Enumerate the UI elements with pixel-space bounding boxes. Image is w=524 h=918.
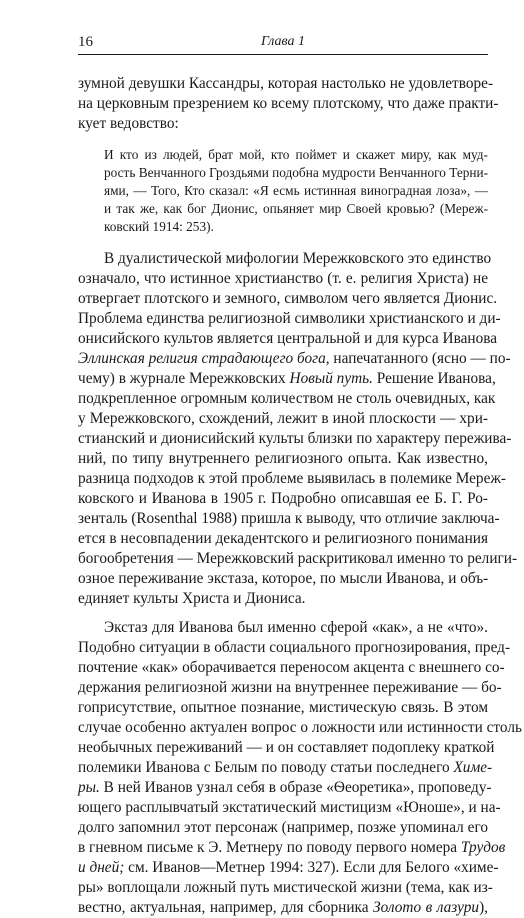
text-line: Экстаз для Иванова был именно сферой «как», а не «что». [104, 619, 488, 636]
text-line: в гневном письме к Э. Метнеру по поводу первого номера Трудов [78, 839, 506, 856]
quote-line: и так же, как бог Дионис, опьяняет мир Своей кровью? (Мереж- [104, 201, 488, 216]
text-line: озное переживание экстаза, которое, по мысли Иванова, и объ- [78, 570, 489, 587]
quote-line: И кто из людей, брат мой, кто поймет и скажет миру, как муд- [104, 147, 488, 162]
text-line: означало, что истинное христианство (т. е. религия Христа) не [78, 270, 488, 287]
page-header [78, 30, 488, 55]
text-line: подкрепленное огромным количеством не столь очевидных, как [78, 390, 496, 407]
text-line: отвергает плотского и земного, символом чего является Дионис. [78, 290, 498, 307]
body-text [78, 74, 522, 918]
paragraph-gap [78, 609, 488, 618]
running-title: Глава 1 [261, 34, 305, 49]
text-line: ры» воплощали ложный путь мистической жизни (тема, как из- [78, 879, 493, 896]
text-line: держания религиозной жизни на внутреннее переживание — бо- [78, 679, 502, 696]
text-line: ры. В ней Иванов узнал себя в образе «Ѳеоретика», проповеду- [78, 779, 492, 796]
text-line: чему) в журнале Мережковских Новый путь. Решение Иванова, [78, 370, 496, 387]
quote-line: ями, — Того, Кто сказал: «Я есмь истинная виноградная лоза», — [104, 183, 488, 198]
text-line: у Мережковского, схождений, лежит в иной плоскости — хри- [78, 410, 488, 427]
text-line: зенталь (Rosenthal 1988) пришла к выводу, что отличие заключа- [78, 510, 500, 527]
text-line: ется в несовпадении декадентского и религиозного понимания [78, 530, 488, 547]
text-line: долго запомнил этот персонаж (например, позже упоминал его [78, 819, 488, 836]
page-number: 16 [78, 34, 93, 50]
text-line: на церковным презрением ко всему плотскому, что даже практи- [78, 95, 499, 112]
block-quote [104, 146, 488, 236]
text-line: ковского и Иванова в 1905 г. Подробно описавшая ее Б. Г. Ро- [78, 490, 488, 507]
text-line: Подобно ситуации в области социального прогнозирования, пред- [78, 639, 511, 656]
text-line: онисийского культов является центральной и для курса Иванова [78, 330, 498, 347]
text-line: разница подходов к этой проблеме выявилась в полемике Мереж- [78, 470, 507, 487]
text-line: В дуалистической мифологии Мережковского это единство [104, 250, 492, 267]
text-line: богообретения — Мережковский раскритиковал именно то религи- [78, 550, 518, 567]
text-line: единяет культы Христа и Диониса. [78, 590, 306, 607]
text-line: и дней; см. Иванов—Метнер 1994: 327). Если для Белого «химе- [78, 859, 499, 876]
quote-line: рость Венчанного Гроздьями подобна мудрости Венчанного Терни- [104, 165, 489, 180]
text-line: кует ведовство: [78, 115, 179, 132]
text-line: полемики Иванова с Белым по поводу статьи последнего Химе- [78, 759, 493, 776]
text-line: почтение «как» оборачивается переносом акцента с внешнего со- [78, 659, 505, 676]
text-line: Эллинская религия страдающего бога, напечатанного (ясно — по- [78, 350, 511, 367]
text-line: ний, по типу внутреннего религиозного опыта. Как известно, [78, 450, 488, 467]
text-line: зумной девушки Кассандры, которая настолько не удовлетворе- [78, 75, 494, 92]
text-line: необычных переживаний — и он составляет подоплеку краткой [78, 739, 495, 756]
text-line: Проблема единства религиозной символики христианского и ди- [78, 310, 501, 327]
text-line: вестно, актуальная, например, для сборника Золото в лазури), [78, 899, 488, 916]
quote-line: ковский 1914: 253). [104, 219, 214, 234]
text-line: случае особенно актуален вопрос о ложности или истинности столь [78, 719, 522, 736]
text-line: ющего расплывчатый экстатический мистицизм «Юноше», и на- [78, 799, 501, 816]
text-line: гоприсутствие, опытное познание, мистическую связь. В этом [78, 699, 488, 716]
text-line: стианский и дионисийский культы близки по характеру пережива- [78, 430, 512, 447]
